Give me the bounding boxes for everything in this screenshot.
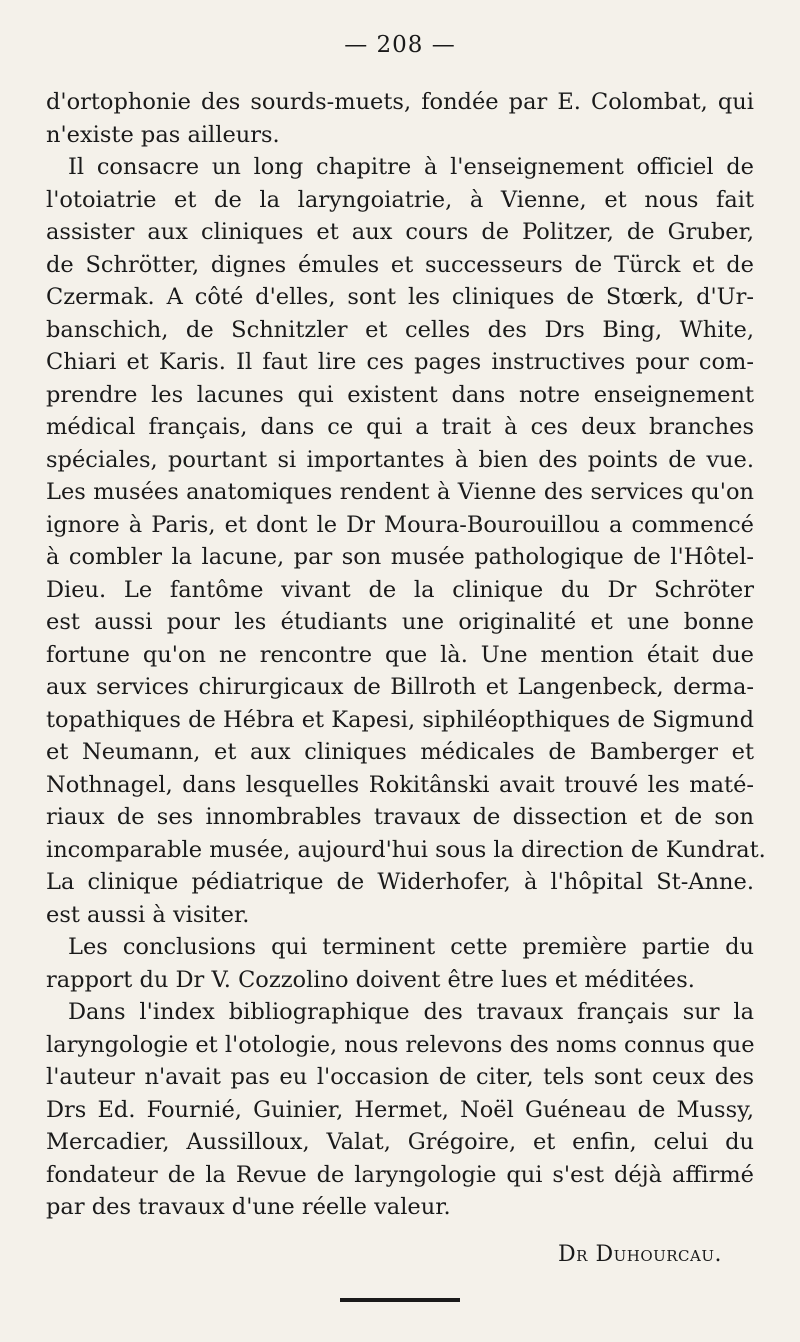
- text-line: La clinique pédiatrique de Widerhofer, à l'hôpital St-Anne.: [46, 869, 754, 895]
- page-number: — 208 —: [344, 32, 456, 58]
- text-line: Mercadier, Aussilloux, Valat, Grégoire, et enfin, celui du: [46, 1129, 754, 1155]
- text-line: incomparable musée, aujourd'hui sous la direction de Kundrat.: [46, 836, 766, 863]
- text-line: et Neumann, et aux cliniques médicales de Bamberger et: [46, 739, 754, 765]
- text-line: est aussi à visiter.: [46, 901, 250, 928]
- text-line: rapport du Dr V. Cozzolino doivent être lues et méditées.: [46, 966, 695, 993]
- text-line: spéciales, pourtant si importantes à bien des points de vue.: [46, 446, 754, 473]
- text-line: Les musées anatomiques rendent à Vienne des services qu'on: [46, 479, 754, 505]
- text-line: ignore à Paris, et dont le Dr Moura-Bourouillou a commencé: [46, 511, 754, 538]
- text-line: assister aux cliniques et aux cours de Politzer, de Gruber,: [46, 219, 754, 245]
- text-line: riaux de ses innombrables travaux de dissection et de son: [46, 804, 754, 830]
- text-line: n'existe pas ailleurs.: [46, 121, 280, 148]
- text-line: aux services chirurgicaux de Billroth et Langenbeck, derma-: [46, 674, 754, 700]
- text-line: topathiques de Hébra et Kapesi, siphiléopthiques de Sigmund: [46, 706, 754, 733]
- text-line: l'auteur n'avait pas eu l'occasion de citer, tels sont ceux des: [46, 1064, 754, 1090]
- text-line: banschich, de Schnitzler et celles des Drs Bing, White,: [46, 316, 754, 343]
- text-line: Czermak. A côté d'elles, sont les cliniques de Stœrk, d'Ur-: [46, 284, 754, 310]
- text-line: d'ortophonie des sourds-muets, fondée par E. Colombat, qui: [46, 89, 754, 115]
- text-line: Drs Ed. Fournié, Guinier, Hermet, Noël Guéneau de Mussy,: [46, 1096, 754, 1123]
- signature: Dr Duhourcau.: [558, 1242, 722, 1267]
- text-line: l'otoiatrie et de la laryngoiatrie, à Vienne, et nous fait: [46, 186, 754, 213]
- text-line: par des travaux d'une réelle valeur.: [46, 1194, 451, 1220]
- text-line: Dieu. Le fantôme vivant de la clinique du Dr Schröter: [46, 576, 754, 603]
- text-line: fondateur de la Revue de laryngologie qui s'est déjà affirmé: [46, 1161, 754, 1188]
- body-text: [46, 86, 766, 1224]
- text-line: Dans l'index bibliographique des travaux français sur la: [68, 999, 754, 1025]
- text-line: Chiari et Karis. Il faut lire ces pages instructives pour com-: [46, 349, 754, 375]
- text-line: Les conclusions qui terminent cette première partie du: [68, 934, 754, 960]
- text-line: Il consacre un long chapitre à l'enseignement officiel de: [68, 154, 754, 180]
- text-line: de Schrötter, dignes émules et successeurs de Türck et de: [46, 251, 754, 278]
- text-line: fortune qu'on ne rencontre que là. Une mention était due: [46, 641, 754, 668]
- text-line: est aussi pour les étudiants une originalité et une bonne: [46, 609, 754, 635]
- text-line: à combler la lacune, par son musée pathologique de l'Hôtel-: [46, 544, 754, 570]
- text-line: laryngologie et l'otologie, nous relevons des noms connus que: [46, 1031, 755, 1058]
- text-line: prendre les lacunes qui existent dans notre enseignement: [46, 381, 754, 408]
- end-rule: [340, 1298, 460, 1302]
- text-line: Nothnagel, dans lesquelles Rokitânski avait trouvé les maté-: [46, 771, 754, 798]
- text-line: médical français, dans ce qui a trait à ces deux branches: [46, 414, 754, 440]
